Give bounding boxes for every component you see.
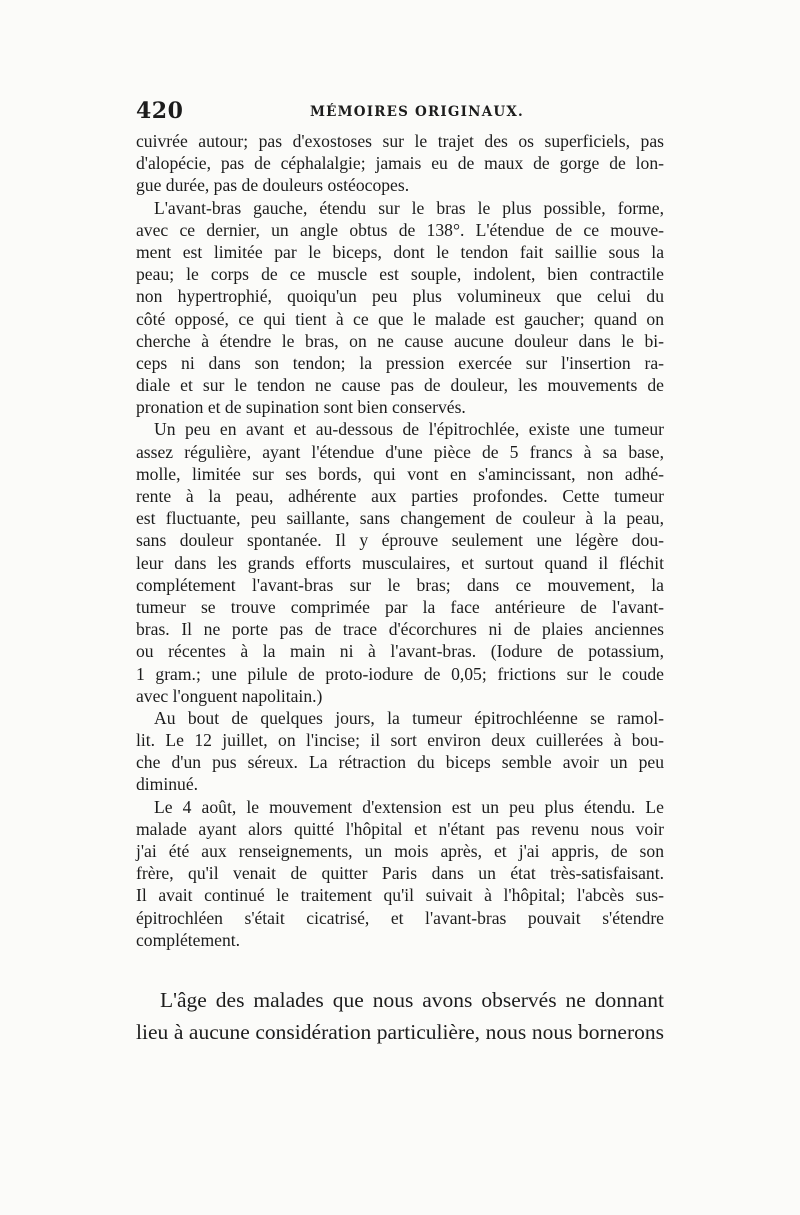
text-line: molle, limitée sur ses bords, qui vont en s'amincissant, non adhé-	[136, 463, 664, 484]
paragraph-start-line: Un peu en avant et au-dessous de l'épitrochlée, existe une tumeur	[154, 419, 664, 440]
text-line: bras. Il ne porte pas de trace d'écorchures ni de plaies anciennes	[136, 619, 664, 640]
paragraph-start-line: Le 4 août, le mouvement d'extension est un peu plus étendu. Le	[154, 796, 664, 817]
text-line: cherche à étendre le bras, on ne cause aucune douleur dans le bi-	[136, 330, 664, 351]
page-number: 420	[136, 98, 184, 124]
text-line: ceps ni dans son tendon; la pression exercée sur l'insertion ra-	[136, 352, 664, 373]
text-line: j'ai été aux renseignements, un mois après, et j'ai appris, de son	[136, 841, 664, 861]
text-line: assez régulière, ayant l'étendue d'une pièce de 5 francs à sa base,	[136, 441, 664, 462]
paragraph-start-line: L'âge des malades que nous avons observés ne donnant	[160, 988, 664, 1012]
text-line: cuivrée autour; pas d'exostoses sur le trajet des os superficiels, pas	[136, 131, 664, 151]
body-text	[136, 130, 664, 951]
text-line: est fluctuante, peu saillante, sans changement de couleur à la peau,	[136, 508, 664, 529]
text-line: avec l'onguent napolitain.)	[136, 685, 323, 706]
text-line: malade ayant alors quitté l'hôpital et n'étant pas revenu nous voir	[136, 818, 664, 839]
paragraph-start-line: L'avant-bras gauche, étendu sur le bras le plus possible, forme,	[154, 197, 664, 218]
text-line: non hypertrophié, quoiqu'un peu plus volumineux que celui du	[136, 286, 664, 307]
text-line: lit. Le 12 juillet, on l'incise; il sort environ deux cuillerées à bou-	[136, 730, 664, 751]
text-line: ment est limitée par le biceps, dont le tendon fait saillie sous la	[136, 241, 664, 262]
text-line: complétement.	[136, 929, 241, 950]
text-line: leur dans les grands efforts musculaires, et surtout quand il fléchit	[136, 552, 664, 573]
text-line: épitrochléen s'était cicatrisé, et l'avant-bras pouvait s'étendre	[136, 907, 664, 928]
text-line: côté opposé, ce qui tient à ce que le malade est gaucher; quand on	[136, 308, 664, 329]
closing-paragraph	[136, 984, 664, 1048]
text-line: d'alopécie, pas de céphalalgie; jamais eu de maux de gorge de lon-	[136, 153, 664, 174]
text-line: 1 gram.; une pilule de proto-iodure de 0,05; frictions sur le coude	[136, 663, 664, 684]
text-line: sans douleur spontanée. Il y éprouve seulement une légère dou-	[136, 530, 664, 551]
text-line: che d'un pus séreux. La rétraction du biceps semble avoir un peu	[136, 752, 664, 773]
text-line: gue durée, pas de douleurs ostéocopes.	[136, 175, 410, 196]
text-line: pronation et de supination sont bien conservés.	[136, 397, 466, 418]
text-line: peau; le corps de ce muscle est souple, indolent, bien contractile	[136, 264, 664, 285]
running-title: MÉMOIRES ORIGINAUX.	[310, 104, 524, 120]
text-line: rente à la peau, adhérente aux parties profondes. Cette tumeur	[136, 486, 664, 506]
text-line: diminué.	[136, 774, 199, 795]
text-line: lieu à aucune considération particulière, nous nous bornerons	[136, 1020, 664, 1044]
text-line: Il avait continué le traitement qu'il suivait à l'hôpital; l'abcès sus-	[136, 885, 664, 906]
running-head	[136, 98, 664, 128]
text-line: frère, qu'il venait de quitter Paris dans un état très-satisfaisant.	[136, 863, 664, 884]
text-line: avec ce dernier, un angle obtus de 138°. L'étendue de ce mouve-	[136, 219, 664, 240]
text-line: diale et sur le tendon ne cause pas de douleur, les mouvements de	[136, 375, 664, 396]
text-line: complétement l'avant-bras sur le bras; dans ce mouvement, la	[136, 574, 664, 595]
paragraph-start-line: Au bout de quelques jours, la tumeur épitrochléenne se ramol-	[154, 707, 664, 728]
text-line: tumeur se trouve comprimée par la face antérieure de l'avant-	[136, 596, 664, 617]
text-line: ou récentes à la main ni à l'avant-bras. (Iodure de potassium,	[136, 641, 664, 662]
